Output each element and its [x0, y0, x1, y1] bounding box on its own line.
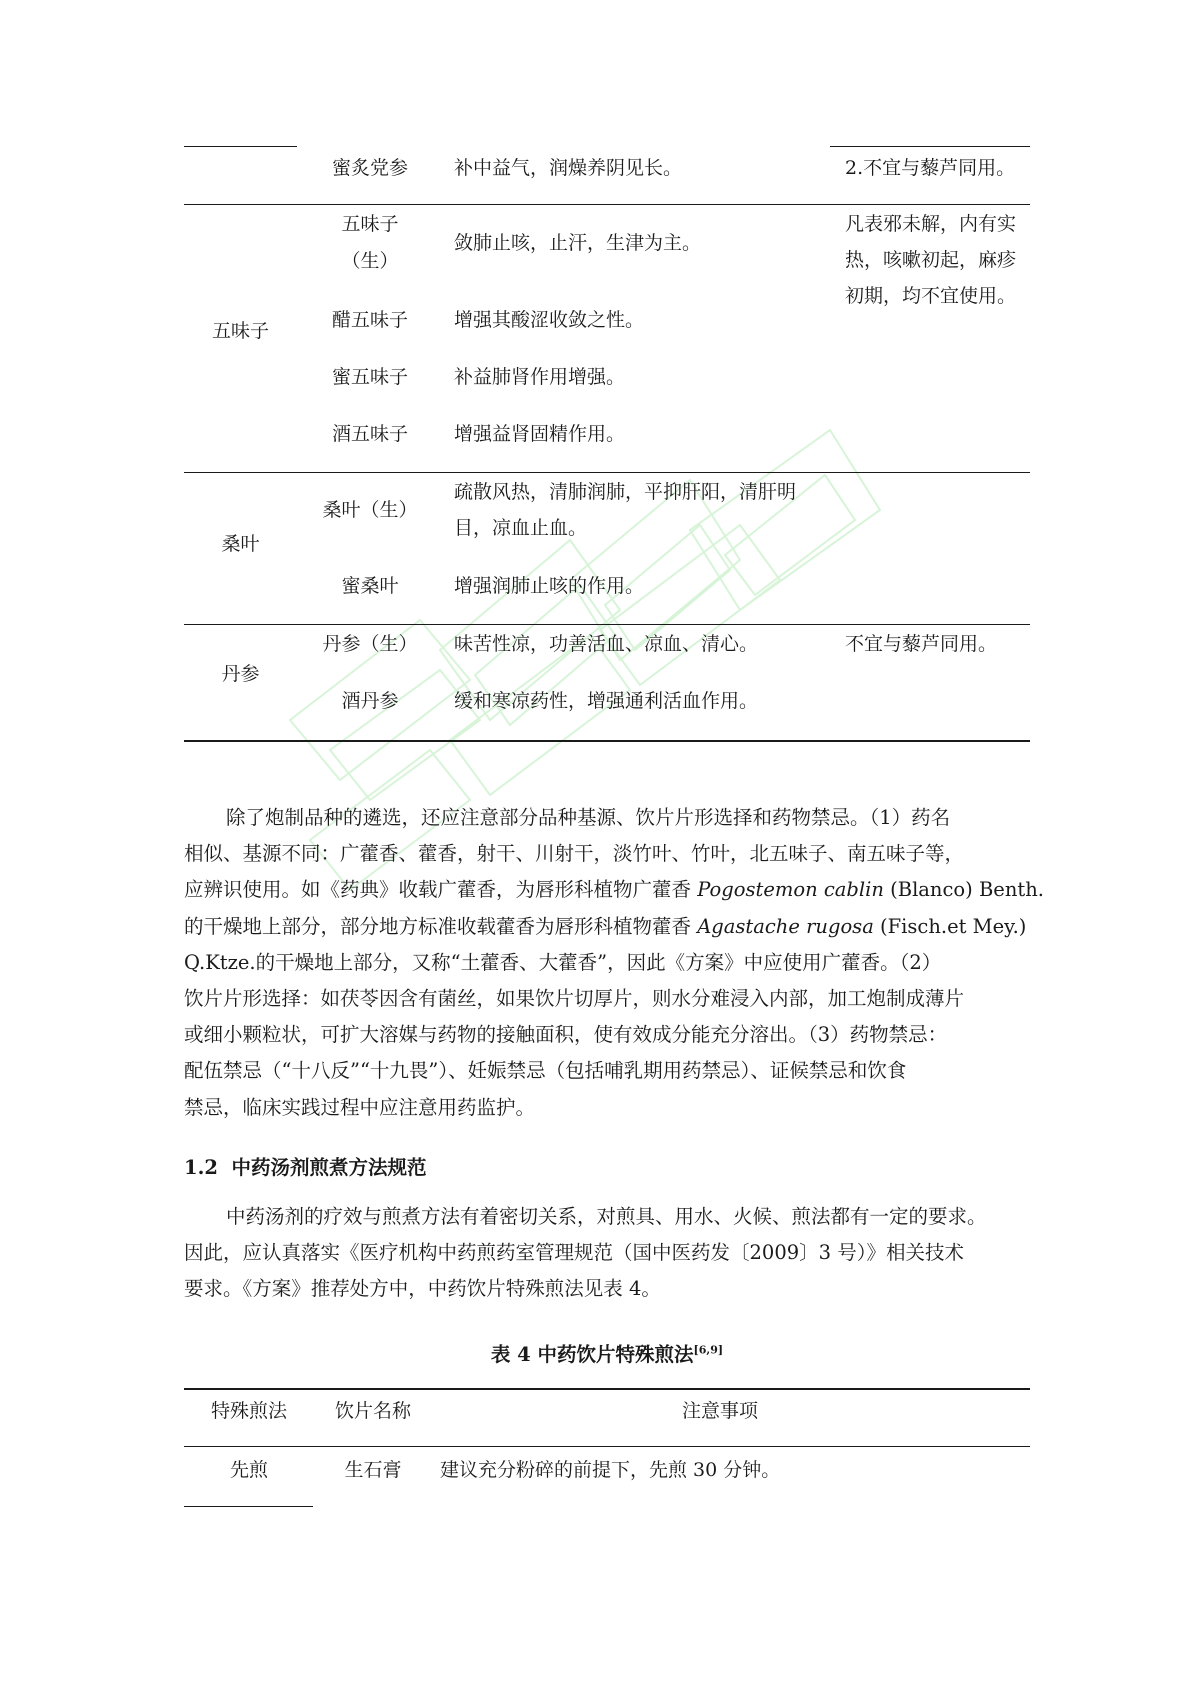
- section-title: 中药汤剂煎煮方法规范: [231, 1156, 427, 1179]
- latin-name: Pogostemon cablin: [697, 878, 884, 902]
- paragraph-line: 除了炮制品种的遴选，还应注意部分品种基源、饮片片形选择和药物禁忌。（1）药名: [226, 806, 951, 829]
- table-top-rule: [184, 1388, 1030, 1390]
- paragraph-line: 禁忌，临床实践过程中应注意用药监护。: [184, 1095, 536, 1119]
- section-number: 1.2: [184, 1156, 218, 1179]
- herb-name: 桑叶: [221, 533, 260, 555]
- paragraph-line: 中药汤剂的疗效与煎煮方法有着密切关系，对煎具、用水、火候、煎法都有一定的要求。: [226, 1205, 987, 1228]
- processed-effect: 补中益气，润燥养阴见长。: [454, 157, 683, 179]
- processed-effect: 目，凉血止血。: [454, 517, 588, 539]
- decoction-note: 建议充分粉碎的前提下，先煎 30 分钟。: [440, 1459, 781, 1481]
- paragraph-line: 要求。《方案》推荐处方中，中药饮片特殊煎法见表 4。: [184, 1277, 661, 1301]
- paragraph-line: 相似、基源不同：广藿香、藿香，射干、川射干，淡竹叶、竹叶，北五味子、南五味子等，: [184, 842, 965, 866]
- processed-name: 醋五味子: [331, 309, 408, 331]
- paragraph-line: [184, 909, 1030, 945]
- processed-effect: 疏散风热，清肺润肺，平抑肝阳，清肝明: [454, 481, 797, 503]
- herb-piece-name: 生石膏: [344, 1459, 402, 1481]
- table-caption: [184, 1339, 1030, 1367]
- processed-name: 蜜炙党参: [331, 157, 408, 179]
- processed-name: 五味子: [341, 213, 399, 235]
- caption-text: 表 4 中药饮片特殊煎法: [490, 1343, 694, 1366]
- herb-name: 五味子: [211, 320, 269, 342]
- line-text: 的干燥地上部分，部分地方标准收载藿香为唇形科植物藿香: [184, 914, 698, 938]
- table-top-rule-right: [830, 146, 1030, 147]
- processed-name: 酒五味子: [331, 423, 408, 445]
- contraindication: 热，咳嗽初起，麻疹: [845, 249, 1017, 271]
- table-continued-rule: [184, 1506, 313, 1507]
- table-header-rule: [184, 1446, 1030, 1447]
- paragraph-line: [184, 872, 1044, 908]
- paragraph-line: 配伍禁忌（“十八反”“十九畏”）、妊娠禁忌（包括哺乳期用药禁忌）、证候禁忌和饮食: [184, 1059, 907, 1083]
- paragraph-line: 或细小颗粒状，可扩大溶媒与药物的接触面积，使有效成分能充分溶出。（3）药物禁忌：: [184, 1023, 948, 1047]
- processed-name: （生）: [341, 250, 399, 272]
- section-heading: [184, 1152, 427, 1180]
- column-header: 特殊煎法: [210, 1400, 287, 1422]
- processed-effect: 增强益肾固精作用。: [454, 423, 626, 445]
- contraindication: 2.不宜与藜芦同用。: [845, 157, 1016, 179]
- processed-name: 丹参（生）: [322, 633, 418, 655]
- line-text: (Blanco) Benth.: [883, 878, 1044, 902]
- processed-name: 桑叶（生）: [322, 499, 418, 521]
- processed-effect: 缓和寒凉药性，增强通利活血作用。: [454, 690, 759, 712]
- line-text: (Fisch.et Mey.): [873, 914, 1027, 938]
- citation-ref: [6,9]: [693, 1343, 724, 1357]
- latin-name: Agastache rugosa: [697, 914, 874, 938]
- contraindication: 不宜与藜芦同用。: [845, 633, 998, 655]
- contraindication: 初期，均不宜使用。: [845, 285, 1017, 307]
- processed-effect: 增强润肺止咳的作用。: [454, 575, 645, 597]
- body-paragraph: [184, 1199, 1030, 1308]
- decoction-method: 先煎: [229, 1459, 268, 1481]
- processed-effect: 补益肺肾作用增强。: [454, 366, 626, 388]
- paragraph-line: 因此，应认真落实《医疗机构中药煎药室管理规范（国中医药发〔2009〕3 号）》相关技术: [184, 1241, 964, 1265]
- column-header: 饮片名称: [334, 1400, 411, 1422]
- processed-effect: 敛肺止咳，止汗，生津为主。: [454, 232, 702, 254]
- paragraph-line: 饮片片形选择：如茯苓因含有菌丝，如果饮片切厚片，则水分难浸入内部，加工炮制成薄片: [184, 987, 965, 1011]
- table-top-rule-left: [184, 146, 297, 147]
- processed-name: 蜜桑叶: [341, 575, 399, 597]
- line-text: 应辨识使用。如《药典》收载广藿香，为唇形科植物广藿香: [184, 878, 698, 902]
- herb-name: 丹参: [221, 663, 260, 685]
- contraindication: 凡表邪未解，内有实: [845, 213, 1017, 235]
- body-paragraph: [184, 800, 1044, 1126]
- column-header: 注意事项: [681, 1400, 758, 1422]
- processed-name: 酒丹参: [341, 690, 399, 712]
- processed-name: 蜜五味子: [331, 366, 408, 388]
- processed-effect: 味苦性凉，功善活血、凉血、清心。: [454, 633, 759, 655]
- paragraph-line: Q.Ktze.的干燥地上部分，又称“土藿香、大藿香”，因此《方案》中应使用广藿香。（2）: [184, 950, 942, 974]
- processed-effect: 增强其酸涩收敛之性。: [454, 309, 645, 331]
- table-bottom-rule: [184, 740, 1030, 742]
